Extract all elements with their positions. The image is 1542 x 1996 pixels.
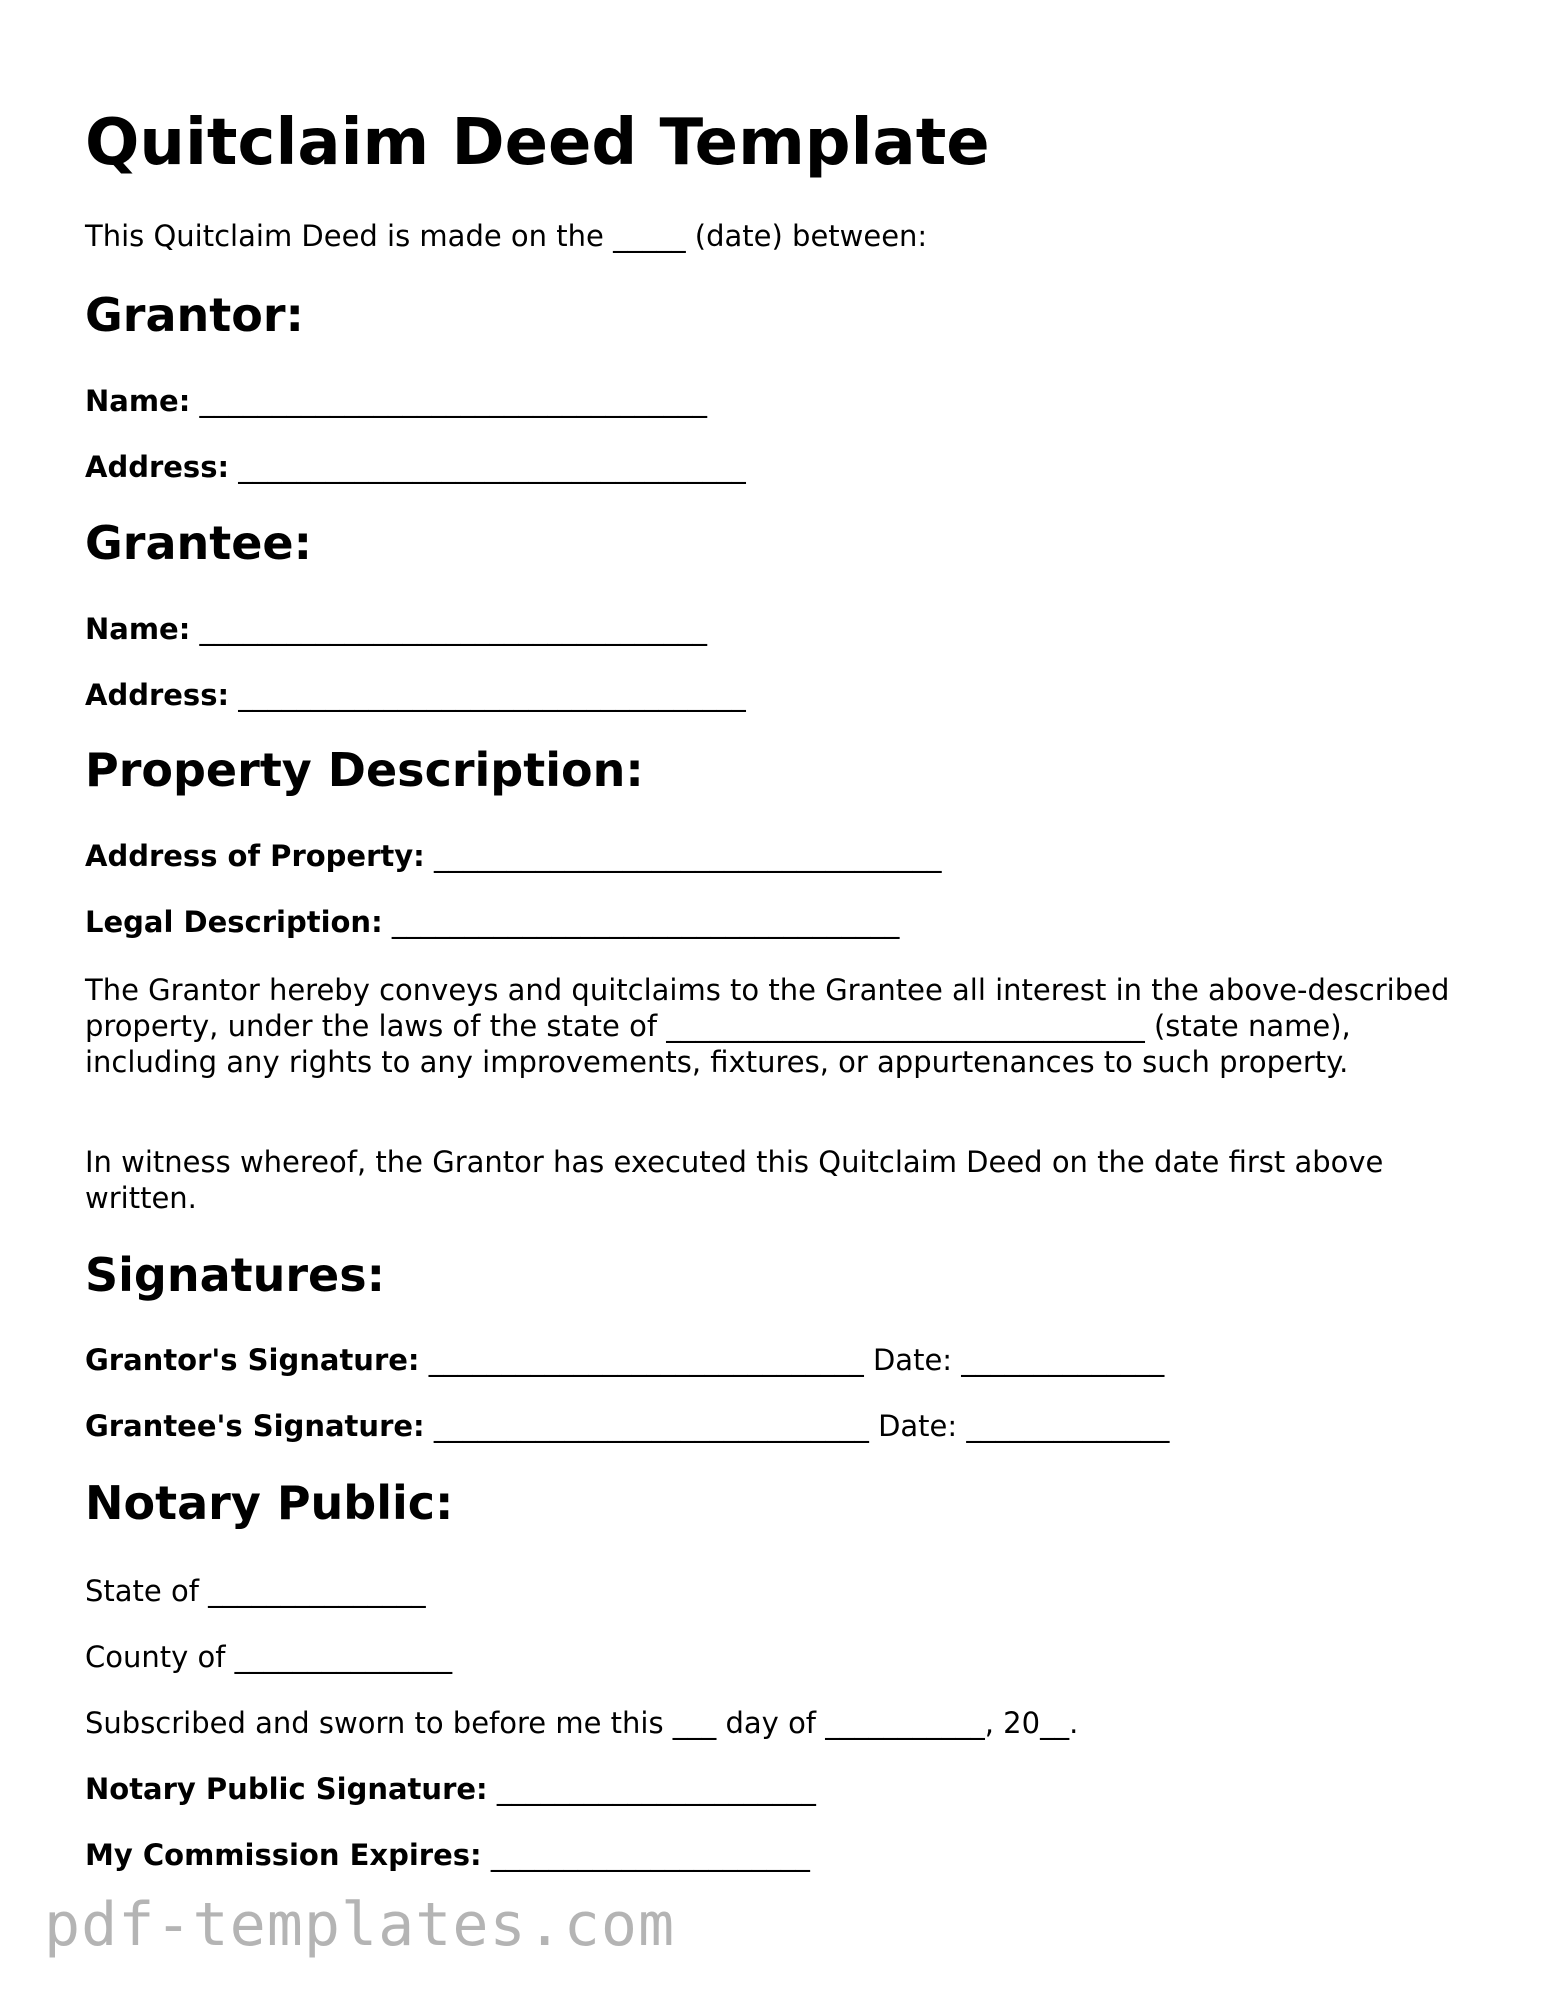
grantor-name-label: Name: xyxy=(85,384,191,418)
notary-state-field[interactable]: State of _______________ xyxy=(85,1574,426,1608)
grantor-address-label: Address: xyxy=(85,450,230,484)
grantor-signature-field xyxy=(85,1342,1164,1378)
grantee-name-label: Name: xyxy=(85,612,191,646)
grantee-signature-field xyxy=(85,1408,1169,1444)
watermark-text: pdf-templates.com xyxy=(44,1890,676,1960)
grantor-signature-blank[interactable]: ______________________________ Date: ______________ xyxy=(428,1343,1165,1377)
notary-signature-field xyxy=(85,1771,816,1807)
grantee-address-blank[interactable]: ___________________________________ xyxy=(238,678,746,712)
grantor-address-field xyxy=(85,449,746,485)
witness-paragraph: In witness whereof, the Grantor has executed this Quitclaim Deed on the date first above written. xyxy=(85,1145,1384,1215)
legal-description-label: Legal Description: xyxy=(85,905,383,939)
grantee-name-field xyxy=(85,611,707,647)
notary-heading: Notary Public: xyxy=(85,1476,454,1530)
notary-signature-blank[interactable]: ______________________ xyxy=(496,1772,816,1806)
grantor-heading: Grantor: xyxy=(85,288,304,342)
notary-signature-label: Notary Public Signature: xyxy=(85,1772,488,1806)
commission-expires-blank[interactable]: ______________________ xyxy=(490,1838,810,1872)
intro-text: This Quitclaim Deed is made on the _____ (date) between: xyxy=(85,219,928,253)
grantee-signature-label: Grantee's Signature: xyxy=(85,1409,425,1443)
legal-description-field xyxy=(85,904,899,940)
property-address-label: Address of Property: xyxy=(85,839,425,873)
grantee-heading: Grantee: xyxy=(85,516,313,570)
conveyance-paragraph: The Grantor hereby conveys and quitclaims to the Grantee all interest in the above-described property, under the laws of the state of _________________________________ (state name), including any rights to any improvements, fixtures, or appurtenances to such property. xyxy=(85,973,1450,1079)
legal-description-blank[interactable]: ___________________________________ xyxy=(391,905,900,939)
commission-expires-field xyxy=(85,1837,810,1873)
property-address-field xyxy=(85,838,941,874)
grantor-address-blank[interactable]: ___________________________________ xyxy=(238,450,746,484)
signatures-heading: Signatures: xyxy=(85,1248,386,1302)
grantee-address-field xyxy=(85,677,746,713)
grantor-name-blank[interactable]: ___________________________________ xyxy=(199,384,708,418)
grantor-name-field xyxy=(85,383,707,419)
property-address-blank[interactable]: ___________________________________ xyxy=(433,839,942,873)
grantee-name-blank[interactable]: ___________________________________ xyxy=(199,612,708,646)
notary-county-field[interactable]: County of _______________ xyxy=(85,1640,453,1674)
document-title: Quitclaim Deed Template xyxy=(85,106,990,180)
commission-expires-label: My Commission Expires: xyxy=(85,1838,482,1872)
notary-sworn-field[interactable]: Subscribed and sworn to before me this ___ day of ___________, 20__. xyxy=(85,1706,1079,1740)
grantee-signature-blank[interactable]: ______________________________ Date: ______________ xyxy=(433,1409,1170,1443)
grantee-address-label: Address: xyxy=(85,678,230,712)
grantor-signature-label: Grantor's Signature: xyxy=(85,1343,420,1377)
property-heading: Property Description: xyxy=(85,743,644,797)
